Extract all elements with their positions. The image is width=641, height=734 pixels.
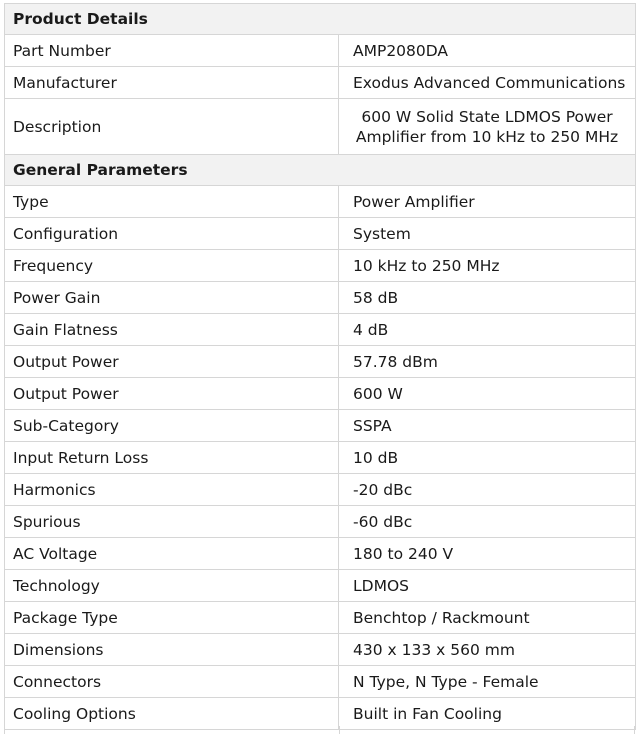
spec-label: Technology [5,570,339,602]
spec-row-connectors [5,666,636,698]
product-spec-table [4,3,636,730]
spec-row-frequency [5,250,636,282]
spec-value: SSPA [339,410,636,442]
spec-label: Output Power [5,346,339,378]
spec-value: 10 kHz to 250 MHz [339,250,636,282]
spec-label: Gain Flatness [5,314,339,346]
spec-row-spurious [5,506,636,538]
spec-value: Exodus Advanced Communications [339,67,636,99]
spec-row-input-return-loss [5,442,636,474]
spec-row-dimensions [5,634,636,666]
spec-value: 4 dB [339,314,636,346]
spec-value: AMP2080DA [339,35,636,67]
spec-label: Part Number [5,35,339,67]
spec-value: -60 dBc [339,506,636,538]
spec-row-sub-category [5,410,636,442]
spec-row-technology [5,570,636,602]
spec-value: 57.78 dBm [339,346,636,378]
spec-row-power-gain [5,282,636,314]
spec-label: Power Gain [5,282,339,314]
spec-row-configuration [5,218,636,250]
spec-label: Sub-Category [5,410,339,442]
column-divider [339,726,340,734]
spec-label: Manufacturer [5,67,339,99]
section-heading-product-details: Product Details [5,4,636,35]
spec-value: System [339,218,636,250]
spec-value: Built in Fan Cooling [339,698,636,730]
spec-label: Dimensions [5,634,339,666]
spec-row-gain-flatness [5,314,636,346]
spec-row-harmonics [5,474,636,506]
spec-label: Connectors [5,666,339,698]
spec-label: Input Return Loss [5,442,339,474]
spec-row-manufacturer [5,67,636,99]
section-header-row [5,155,636,186]
spec-label: Configuration [5,218,339,250]
spec-label: Package Type [5,602,339,634]
section-header-row [5,4,636,35]
spec-label: Cooling Options [5,698,339,730]
spec-row-output-power-dbm [5,346,636,378]
spec-row-description [5,99,636,155]
spec-label: AC Voltage [5,538,339,570]
spec-value: 600 W Solid State LDMOS Power Amplifier from 10 kHz to 250 MHz [339,99,636,155]
spec-value: 58 dB [339,282,636,314]
table-continuation [4,726,635,734]
spec-label: Spurious [5,506,339,538]
spec-row-ac-voltage [5,538,636,570]
spec-label: Description [5,99,339,155]
spec-value: LDMOS [339,570,636,602]
spec-value: 600 W [339,378,636,410]
spec-value: Benchtop / Rackmount [339,602,636,634]
spec-row-output-power-w [5,378,636,410]
spec-label: Output Power [5,378,339,410]
spec-row-cooling-options [5,698,636,730]
spec-label: Type [5,186,339,218]
spec-value: 430 x 133 x 560 mm [339,634,636,666]
spec-value: -20 dBc [339,474,636,506]
spec-value: 180 to 240 V [339,538,636,570]
spec-value: 10 dB [339,442,636,474]
spec-row-package-type [5,602,636,634]
spec-row-part-number [5,35,636,67]
spec-label: Frequency [5,250,339,282]
spec-row-type [5,186,636,218]
spec-label: Harmonics [5,474,339,506]
spec-value: N Type, N Type - Female [339,666,636,698]
section-heading-general-parameters: General Parameters [5,155,636,186]
spec-value: Power Amplifier [339,186,636,218]
